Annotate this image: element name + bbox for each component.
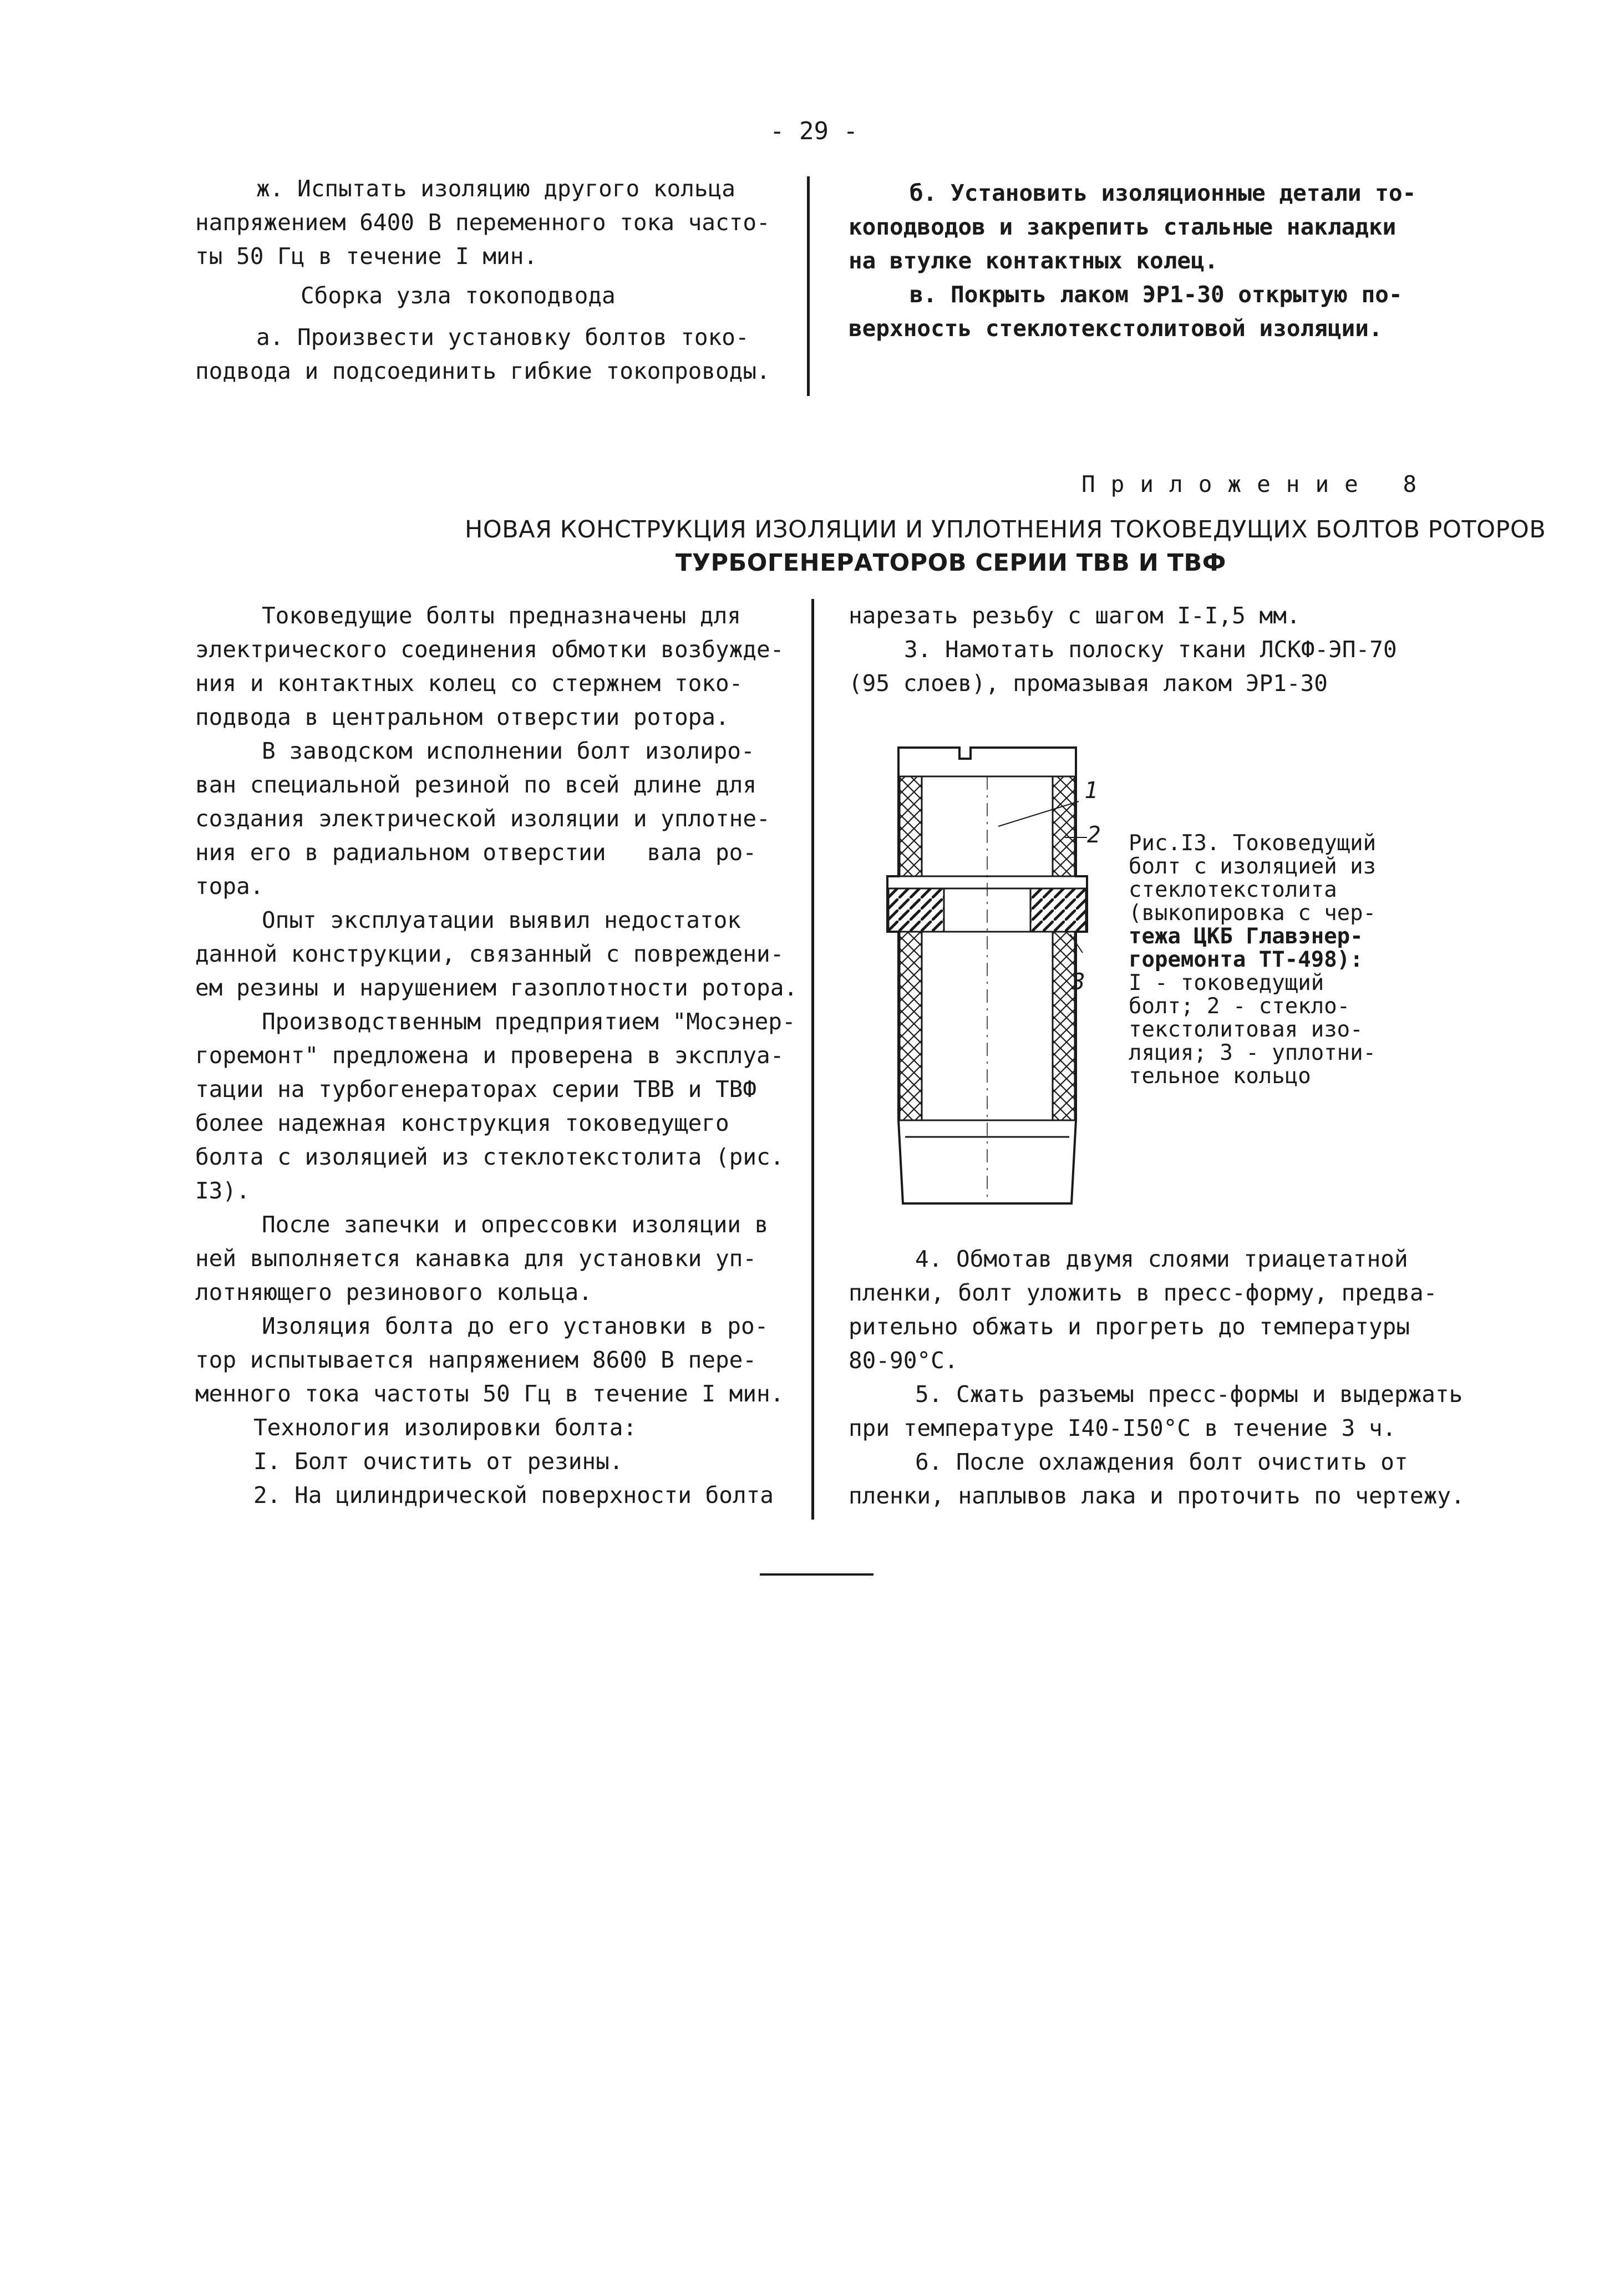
appendix-title-line2: ТУРБОГЕНЕРАТОРОВ СЕРИИ ТВВ И ТВФ bbox=[676, 549, 1226, 577]
page-number: - 29 - bbox=[770, 117, 858, 145]
body-line: I3). bbox=[195, 1177, 250, 1204]
body-line: ния и контактных колец со стержнем токо- bbox=[195, 670, 743, 697]
body-line: Изоляция болта до его установки в ро- bbox=[262, 1313, 769, 1339]
body-line: пленки, наплывов лака и проточить по чертежу. bbox=[849, 1482, 1465, 1509]
body-line: 3. Намотать полоску ткани ЛСКФ-ЭП-70 bbox=[904, 636, 1397, 663]
body-line: 4. Обмотав двумя слоями триацетатной bbox=[915, 1246, 1408, 1272]
body-line: Технология изолировки болта: bbox=[253, 1414, 637, 1441]
body-right-top bbox=[849, 599, 1459, 700]
body-line: болта с изоляцией из стеклотекстолита (рис. bbox=[195, 1144, 784, 1170]
body-line: нарезать резьбу с шагом I-I,5 мм. bbox=[849, 602, 1301, 629]
body-line: электрического соединения обмотки возбужде- bbox=[195, 636, 784, 663]
body-left-column bbox=[195, 599, 798, 1512]
appendix-title-line1: НОВАЯ КОНСТРУКЦИЯ ИЗОЛЯЦИИ И УПЛОТНЕНИЯ ТОКОВЕДУЩИХ БОЛТОВ РОТОРОВ bbox=[465, 516, 1546, 543]
body-line: данной конструкции, связанный с повреждени- bbox=[195, 941, 784, 967]
body-line: Производственным предприятием "Мосэнер- bbox=[262, 1008, 796, 1035]
body-line: 2. На цилиндрической поверхности болта bbox=[253, 1482, 774, 1508]
caption-line: тежа ЦКБ Главэнер- bbox=[1129, 924, 1363, 949]
top-right-column bbox=[849, 176, 1459, 346]
paragraph-zh-line1: ж. Испытать изоляцию другого кольца bbox=[256, 175, 735, 202]
paragraph-a-line1: а. Произвести установку болтов токо- bbox=[256, 324, 749, 351]
body-line: ней выполняется канавка для установки уп- bbox=[195, 1245, 757, 1272]
section-heading: Сборка узла токоподвода bbox=[301, 282, 616, 309]
callout-1: 1 bbox=[1084, 777, 1098, 804]
top-left-column bbox=[195, 172, 772, 388]
body-right-bottom bbox=[849, 1242, 1475, 1513]
paragraph-b-line2: коподводов и закрепить стальные накладки bbox=[849, 214, 1396, 240]
column-divider-body bbox=[811, 599, 814, 1520]
caption-line: стеклотекстолита bbox=[1129, 877, 1337, 902]
body-line: более надежная конструкция токоведущего bbox=[195, 1110, 729, 1136]
callout-2: 2 bbox=[1087, 821, 1101, 848]
body-line: при температуре I40-I50°С в течение 3 ч. bbox=[849, 1415, 1396, 1441]
body-line: рительно обжать и прогреть до температуры bbox=[849, 1313, 1410, 1340]
paragraph-b-line3: на втулке контактных колец. bbox=[849, 247, 1218, 274]
body-line: подвода в центральном отверстии ротора. bbox=[195, 704, 729, 730]
figure-caption bbox=[1129, 832, 1461, 1088]
body-line: Опыт эксплуатации выявил недостаток bbox=[262, 907, 741, 933]
caption-line: текстолитовая изо- bbox=[1129, 1017, 1363, 1042]
callout-3: 3 bbox=[1071, 968, 1085, 995]
caption-line: болт с изоляцией из bbox=[1129, 854, 1377, 879]
end-rule bbox=[760, 1573, 874, 1576]
body-line: I. Болт очистить от резины. bbox=[253, 1448, 623, 1475]
body-line: ния его в радиальном отверстии вала ро- bbox=[195, 839, 757, 866]
paragraph-b-line1: б. Установить изоляционные детали то- bbox=[910, 180, 1416, 206]
caption-line: I - токоведущий bbox=[1129, 971, 1324, 995]
appendix-label: Приложение 8 bbox=[1081, 471, 1433, 497]
caption-line: горемонта ТТ-498): bbox=[1129, 947, 1363, 972]
body-line: тора. bbox=[195, 873, 264, 900]
caption-line: ляция; 3 - уплотни- bbox=[1129, 1040, 1377, 1065]
body-line: (95 слоев), промазывая лаком ЭР1-30 bbox=[849, 670, 1328, 697]
body-line: 6. После охлаждения болт очистить от bbox=[915, 1449, 1408, 1475]
body-line: горемонт" предложена и проверена в эксплуа- bbox=[195, 1042, 784, 1069]
body-line: Токоведущие болты предназначены для bbox=[262, 602, 741, 629]
body-line: тор испытывается напряжением 8600 В пере- bbox=[195, 1347, 757, 1373]
body-line: 5. Сжать разъемы пресс-формы и выдержать bbox=[915, 1381, 1463, 1408]
paragraph-zh-line3: ты 50 Гц в течение I мин. bbox=[195, 243, 538, 270]
caption-line: (выкопировка с чер- bbox=[1129, 901, 1377, 926]
caption-line: Рис.I3. Токоведущий bbox=[1129, 831, 1377, 856]
body-line: пленки, болт уложить в пресс-форму, предва- bbox=[849, 1279, 1438, 1306]
body-line: 80-90°С. bbox=[849, 1347, 958, 1374]
paragraph-zh-line2: напряжением 6400 В переменного тока часто- bbox=[195, 209, 770, 236]
column-divider-top bbox=[807, 176, 810, 396]
body-line: лотняющего резинового кольца. bbox=[195, 1279, 592, 1306]
body-line: ем резины и нарушением газоплотности ротора. bbox=[195, 974, 798, 1001]
paragraph-v-line2: верхность стеклотекстолитовой изоляции. bbox=[849, 315, 1383, 342]
body-line: менного тока частоты 50 Гц в течение I мин. bbox=[195, 1380, 784, 1407]
body-line: ван специальной резиной по всей длине для bbox=[195, 771, 757, 798]
body-line: создания электрической изоляции и уплотне- bbox=[195, 805, 770, 832]
body-line: После запечки и опрессовки изоляции в bbox=[262, 1211, 769, 1238]
paragraph-a-line2: подвода и подсоединить гибкие токопроводы. bbox=[195, 358, 770, 384]
caption-line: тельное кольцо bbox=[1129, 1064, 1311, 1089]
caption-line: болт; 2 - стекло- bbox=[1129, 994, 1350, 1019]
body-line: тации на турбогенераторах серии ТВВ и ТВФ bbox=[195, 1076, 757, 1103]
body-line: В заводском исполнении болт изолиро- bbox=[262, 738, 755, 764]
paragraph-v-line1: в. Покрыть лаком ЭР1-30 открытую по- bbox=[910, 281, 1403, 308]
